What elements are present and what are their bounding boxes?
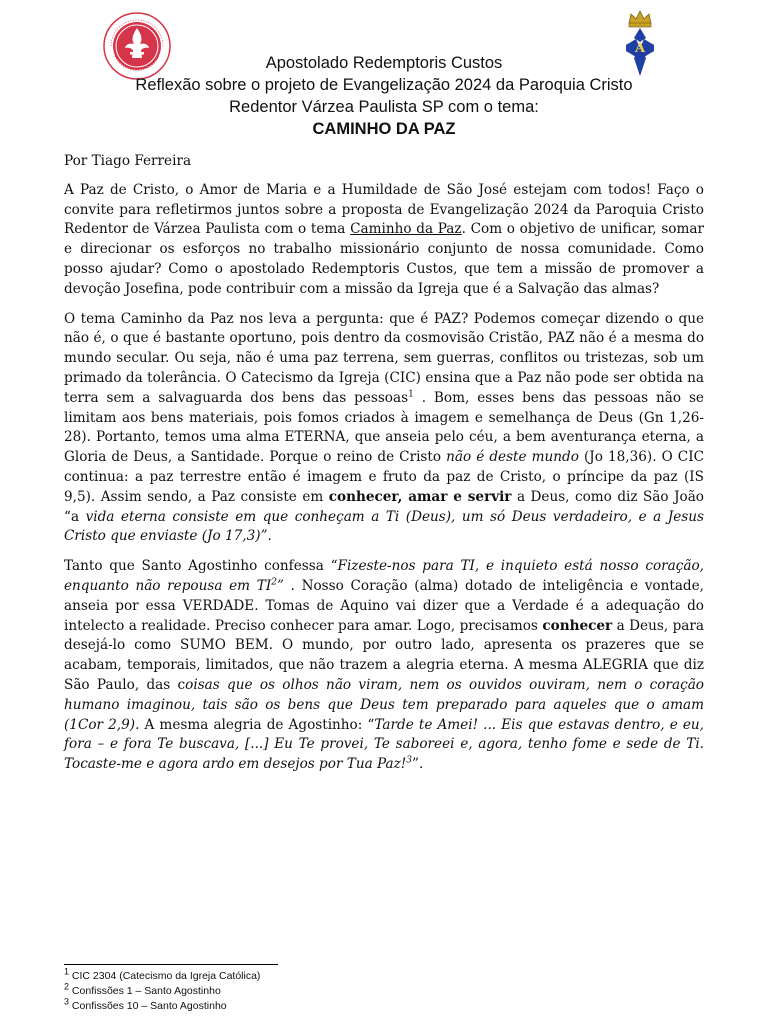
bold-run: conhecer	[542, 617, 613, 634]
text-run: ”.	[412, 756, 424, 773]
italic-run: Tarde te Amei! ... Eis que estavas dentro, e eu, fora – e fora Te buscava, [...] Eu Te provei, Te saboreei e, agora, tenho fome e sede de Ti. Tocaste-me e agora ardo em desejos por Tua Paz!	[64, 716, 704, 773]
footnote-text: Confissões 10 – Santo Agostinho	[69, 1000, 227, 1012]
header-line-apostolate: Apostolado Redemptoris Custos	[265, 54, 503, 72]
footnote-text: Confissões 1 – Santo Agostinho	[69, 985, 221, 997]
footnote-3	[64, 996, 704, 1014]
paragraph-1	[64, 181, 704, 300]
footnote-ref-2: 2	[271, 577, 277, 588]
footnote-ref-1: 1	[408, 389, 414, 400]
paragraph-3	[64, 557, 704, 775]
text-run: Tanto que Santo Agostinho confessa “	[64, 558, 338, 575]
footnotes	[64, 966, 704, 1014]
italic-run: não é deste mundo	[446, 449, 579, 466]
footnote-divider	[64, 964, 278, 965]
footnote-2	[64, 981, 704, 999]
italic-run: ”	[276, 577, 284, 594]
italic-run: oisas que os olhos não viram, nem os ouvidos ouviram, nem o coração humano imaginou, tais são os bens que Deus tem preparado para aqueles que o amam (1Cor 2,9).	[64, 676, 704, 733]
text-run: (Jo 18,36). O CIC continua: a paz terrestre então é imagem e fruto da paz de Cristo, o príncipe da paz (IS 9,5). Assim sendo, a Paz consiste em	[64, 449, 704, 505]
text-run: A Paz de Cristo, o Amor de Maria e a Humildade de São José estejam com todos! Faço o convite para refletirmos juntos sobre a proposta de Evangelização 2024 da Paroquia Cristo Redentor de Várzea Paulista com o tema	[64, 181, 704, 238]
footnote-text: CIC 2304 (Catecismo da Igreja Católica)	[69, 970, 261, 982]
author-line: Por Tiago Ferreira	[64, 153, 192, 169]
footnote-ref-3: 3	[406, 755, 413, 766]
text-run: a Deus, como diz São João “a	[64, 488, 704, 525]
italic-run: vida eterna consiste em que conheçam a Ti (Deus), um só Deus verdadeiro, e a Jesus Cristo que enviaste (Jo 17,3)”.	[64, 508, 704, 545]
text-run: . Com o objetivo de unificar, somar e direcionar os esforços no trabalho missionário conjunto de nossa comunidade. Como posso ajudar? Como o apostolado Redemptoris Custos, que tem a missão de promover a devoção Josefina, pode contribuir com a missão da Igreja que é a Salvação das almas?	[64, 221, 704, 297]
document-header	[60, 52, 708, 140]
document-body	[64, 152, 704, 785]
text-run: a Deus, para desejá-lo como SUMO BEM. O mundo, por outro lado, apresenta os prazeres que se acabam, temporais, limitados, que não trazem a alegria eterna. A mesma ALEGRIA que diz São Paulo, das c	[64, 617, 704, 693]
header-line-reflection: Reflexão sobre o projeto de Evangelização 2024 da Paroquia Cristo	[135, 76, 633, 94]
text-run: . Nosso Coração (alma) dotado de inteligência e vontade, anseia por essa VERDADE. Tomas de Aquino vai dizer que a Verdade é a adequação do intelecto a realidade. Preciso conhecer para amar. Logo, precisamos	[64, 577, 705, 634]
footnote-number: 1	[64, 966, 70, 977]
document-title: CAMINHO DA PAZ	[312, 120, 456, 138]
text-run: . Bom, esses bens das pessoas não se limitam aos bens materiais, pois fomos criados à imagem e semelhança de Deus (Gn 1,26-28). Portanto, temos uma alma ETERNA, que anseia pelo céu, a bem aventurança eterna, a Gloria de Deus, a Santidade. Porque o reino de Cristo	[64, 389, 704, 466]
paragraph-2	[64, 310, 704, 548]
italic-run: Fizeste-nos para TI, e inquieto está nosso coração, enquanto não repousa em TI	[64, 558, 704, 594]
theme-underlined: Caminho da Paz	[350, 221, 462, 238]
footnote-number: 2	[64, 981, 70, 992]
header-line-parish: Redentor Várzea Paulista SP com o tema:	[229, 98, 539, 116]
bold-run: conhecer, amar e servir	[328, 488, 512, 505]
svg-text:A: A	[634, 41, 646, 56]
text-run: O tema Caminho da Paz nos leva a pergunta: que é PAZ? Podemos começar dizendo o que não é, o que é bastante oportuno, pois dentro da cosmovisão Cristão, PAZ não é a mesma do mundo secular. Ou seja, não é uma paz terrena, sem guerras, conflitos ou tristezas, sob um primado da tolerância. O Catecismo da Igreja (CIC) ensina que a Paz não pode ser obtida na terra sem a salvaguarda dos bens das pessoas	[64, 310, 704, 406]
text-run: A mesma alegria de Agostinho: “	[139, 716, 375, 733]
footnote-number: 3	[64, 996, 70, 1007]
footnote-1	[64, 966, 704, 984]
